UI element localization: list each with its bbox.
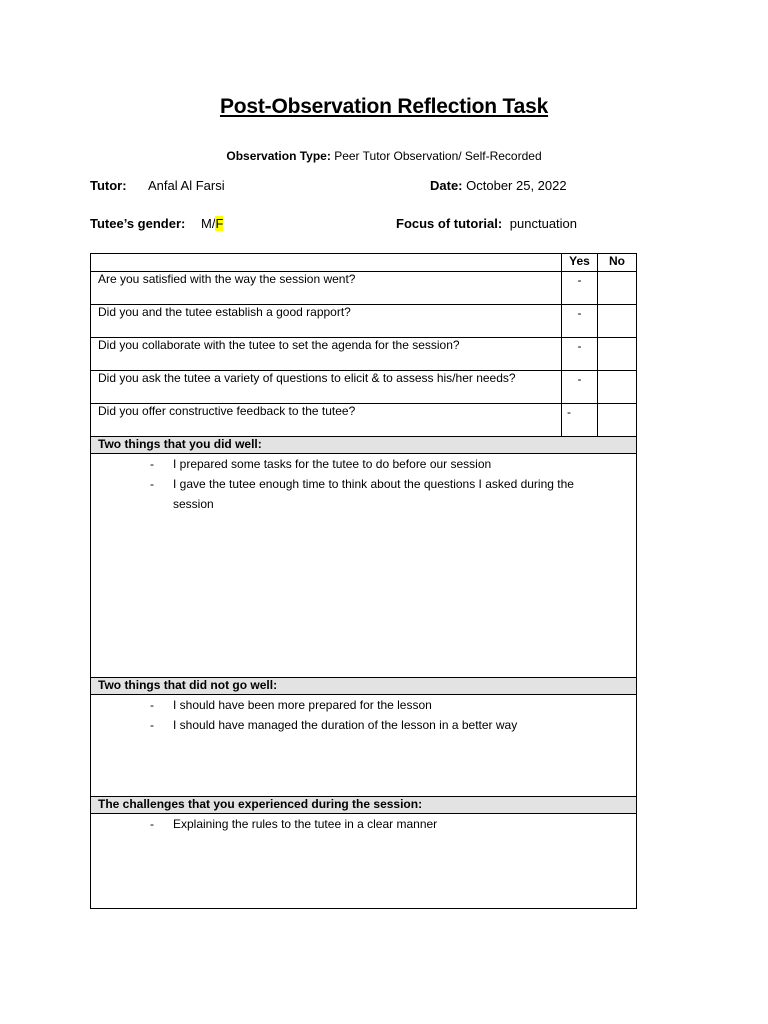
no-mark xyxy=(598,272,637,305)
question-row xyxy=(91,305,637,338)
question-row xyxy=(91,272,637,305)
focus-value: punctuation xyxy=(509,216,578,231)
focus-field xyxy=(396,216,577,231)
yes-mark: - xyxy=(562,404,598,437)
question-text: Did you ask the tutee a variety of questions to elicit & to assess his/her needs? xyxy=(91,371,562,404)
question-text: Did you offer constructive feedback to the tutee? xyxy=(91,404,562,437)
list-item: - I prepared some tasks for the tutee to do before our session xyxy=(148,454,603,474)
gender-prefix: M/ xyxy=(201,216,216,231)
tutee-gender-field xyxy=(90,216,185,231)
tutee-gender-value xyxy=(201,216,223,231)
list-item: - I gave the tutee enough time to think about the questions I asked during the session xyxy=(148,474,603,514)
tutee-gender-label: Tutee’s gender: xyxy=(90,216,186,231)
page-title: Post-Observation Reflection Task xyxy=(219,95,549,118)
list-item: - Explaining the rules to the tutee in a clear manner xyxy=(148,814,603,834)
date-label: Date: xyxy=(430,178,463,193)
reflection-table xyxy=(90,253,637,909)
section-heading: Two things that did not go well: xyxy=(91,678,637,695)
bullet-list xyxy=(98,814,629,834)
bullet-list xyxy=(98,454,629,514)
no-mark xyxy=(598,305,637,338)
date-field xyxy=(430,178,567,193)
tutor-field xyxy=(90,178,127,193)
focus-label: Focus of tutorial: xyxy=(396,216,503,231)
observation-type-value: Peer Tutor Observation/ Self-Recorded xyxy=(334,149,542,163)
section-body-row xyxy=(91,814,637,909)
list-item: - I should have been more prepared for the lesson xyxy=(148,695,603,715)
no-mark xyxy=(598,404,637,437)
no-header: No xyxy=(598,254,637,272)
section-heading-row xyxy=(91,797,637,814)
question-text: Did you and the tutee establish a good rapport? xyxy=(91,305,562,338)
bullet-list xyxy=(98,695,629,735)
section-body xyxy=(91,695,637,797)
section-heading: The challenges that you experienced during the session: xyxy=(91,797,637,814)
yes-mark: - xyxy=(562,305,598,338)
yes-mark: - xyxy=(562,272,598,305)
section-heading-row xyxy=(91,678,637,695)
no-mark xyxy=(598,371,637,404)
section-body xyxy=(91,814,637,909)
question-row xyxy=(91,404,637,437)
no-mark xyxy=(598,338,637,371)
observation-type-label: Observation Type: xyxy=(226,149,331,163)
question-row xyxy=(91,338,637,371)
question-text: Did you collaborate with the tutee to set the agenda for the session? xyxy=(91,338,562,371)
question-text: Are you satisfied with the way the session went? xyxy=(91,272,562,305)
section-body-row xyxy=(91,695,637,797)
section-body-row xyxy=(91,454,637,678)
section-heading: Two things that you did well: xyxy=(91,437,637,454)
tutor-value: Anfal Al Farsi xyxy=(148,178,225,193)
yes-header: Yes xyxy=(562,254,598,272)
section-body xyxy=(91,454,637,678)
section-heading-row xyxy=(91,437,637,454)
tutor-label: Tutor: xyxy=(90,178,127,193)
table-header-row xyxy=(91,254,637,272)
list-item: - I should have managed the duration of the lesson in a better way xyxy=(148,715,603,735)
date-value: October 25, 2022 xyxy=(466,178,567,193)
gender-selected: F xyxy=(215,216,224,231)
observation-type xyxy=(0,149,768,163)
yes-mark: - xyxy=(562,338,598,371)
question-row xyxy=(91,371,637,404)
yes-mark: - xyxy=(562,371,598,404)
